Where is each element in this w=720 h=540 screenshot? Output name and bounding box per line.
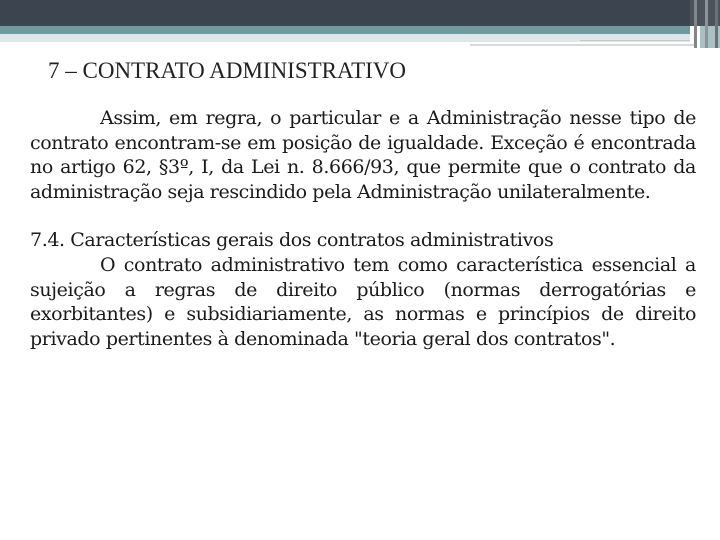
corner-strip	[694, 0, 697, 48]
corner-strip	[715, 0, 718, 48]
header-divider-line-secondary	[580, 40, 690, 41]
slide-body	[30, 106, 696, 351]
body-paragraph: O contrato administrativo tem como característica essencial a sujeição a regras de direito público (normas derrogatórias e exorbitantes) e subsidiariamente, as normas e princípios de direito privado pertinentes à denominada "teoria geral dos contratos".	[30, 253, 696, 350]
body-paragraph: Assim, em regra, o particular e a Administração nesse tipo de contrato encontram-se em posição de igualdade. Exceção é encontrada no artigo 62, §3º, I, da Lei n. 8.666/93, que permite que o contrato da administração seja rescindido pela Administração unilateralmente.	[30, 107, 696, 203]
corner-strip	[705, 0, 708, 48]
header-divider-line	[470, 44, 695, 46]
slide-title: 7 – CONTRATO ADMINISTRATIVO	[48, 58, 407, 83]
header-accent-bar	[0, 26, 690, 34]
section-subheading: 7.4. Características gerais dos contratos administrativos	[30, 229, 554, 252]
header-bar	[0, 0, 690, 26]
